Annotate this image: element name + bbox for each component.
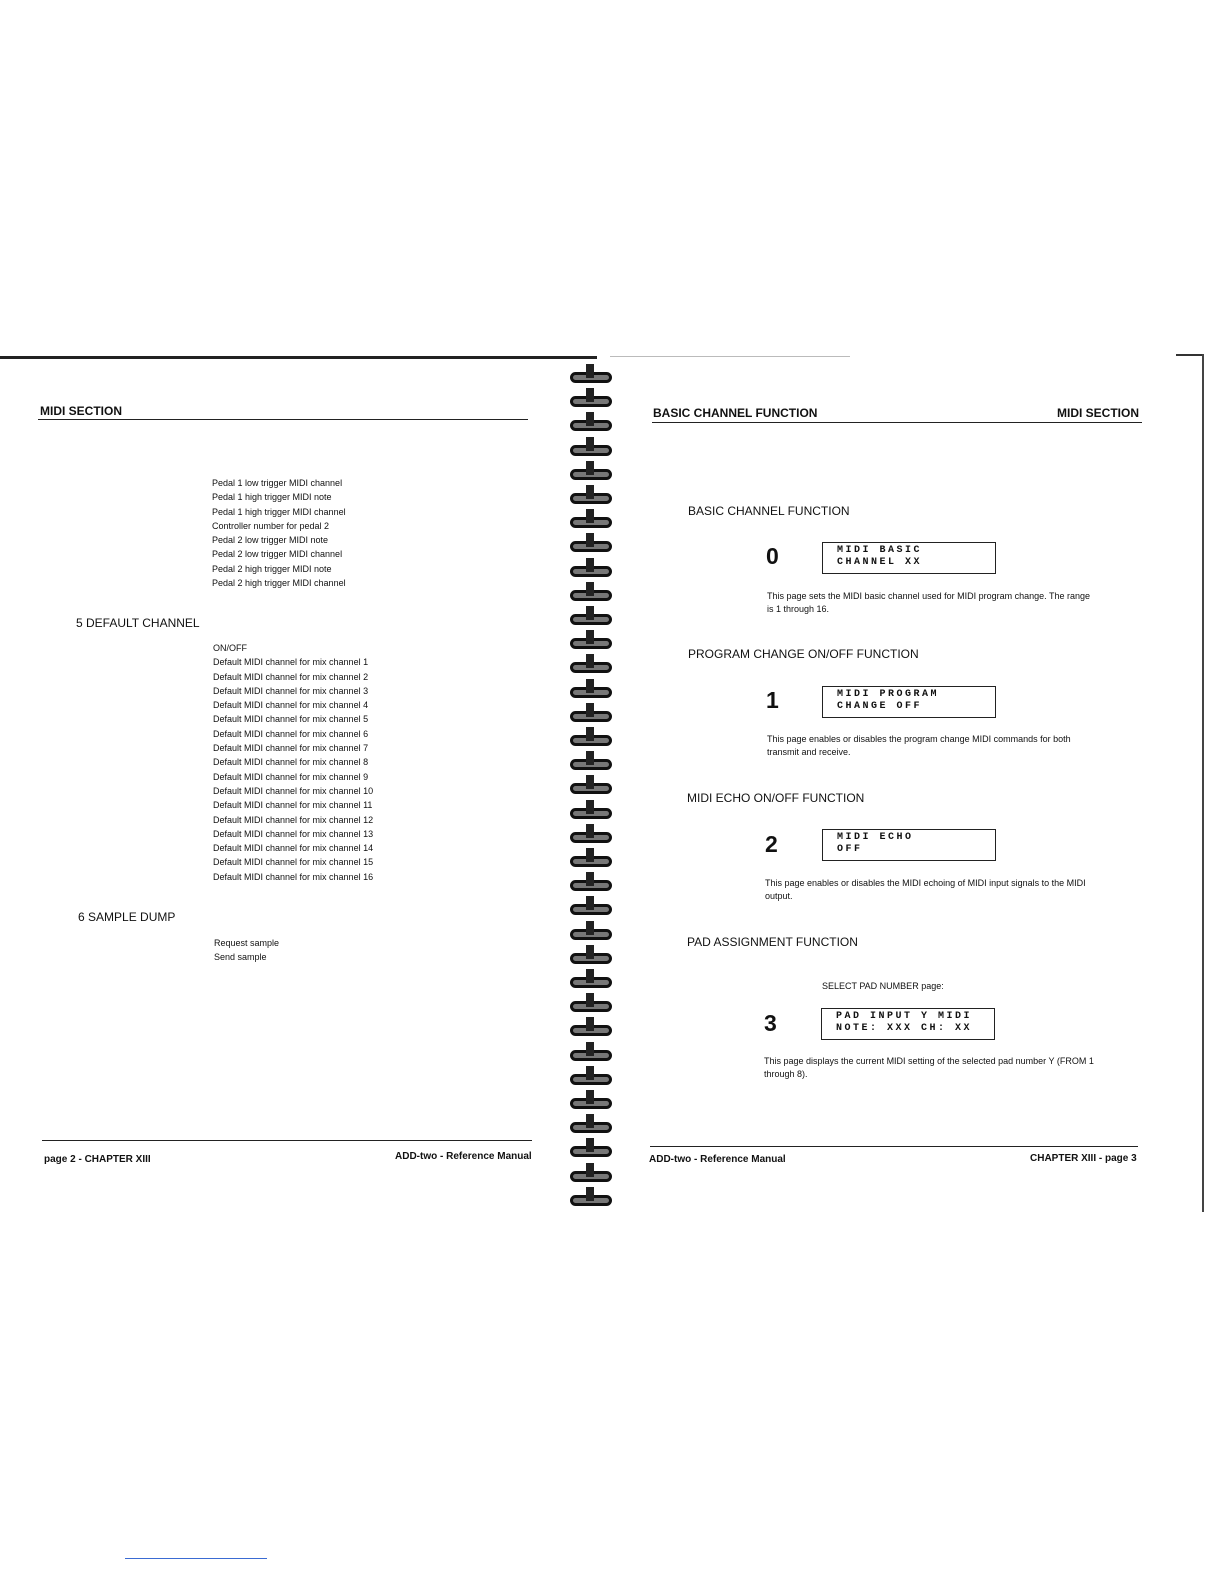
binding-coil: [570, 711, 612, 722]
binding-coil: [570, 759, 612, 770]
list-item: Default MIDI channel for mix channel 10: [213, 785, 374, 796]
right-page-header-left: BASIC CHANNEL FUNCTION: [653, 406, 818, 420]
coil-bar: [586, 800, 594, 814]
list-item: Request sample: [214, 938, 280, 948]
list-item: Controller number for pedal 2: [212, 520, 330, 531]
list-item: Pedal 1 high trigger MIDI channel: [212, 506, 346, 517]
function-number: 0: [766, 543, 779, 569]
list-item: Default MIDI channel for mix channel 16: [213, 871, 374, 882]
coil-bar: [586, 606, 594, 620]
list-item: Pedal 2 low trigger MIDI channel: [212, 549, 343, 560]
list-item: Default MIDI channel for mix channel 4: [213, 700, 369, 711]
function-number: 2: [765, 831, 778, 857]
coil-bar: [586, 485, 594, 499]
binding-coil: [570, 929, 612, 940]
list-item: Default MIDI channel for mix channel 7: [213, 743, 369, 754]
coil-bar: [586, 558, 594, 572]
lcd-display: [822, 542, 996, 574]
coil-bar: [586, 533, 594, 547]
binding-coil: [570, 420, 612, 431]
lcd-display: [821, 1008, 995, 1040]
sample-dump-heading: 6 SAMPLE DUMP: [78, 910, 176, 924]
list-item: Default MIDI channel for mix channel 8: [213, 757, 369, 768]
binding-coil: [570, 808, 612, 819]
coil-bar: [586, 1090, 594, 1104]
function-description: This page enables or disables the program change MIDI commands for both transmit and receive.: [767, 734, 1071, 757]
list-item: Default MIDI channel for mix channel 12: [213, 814, 374, 825]
left-page: [0, 356, 560, 1212]
binding-coil: [570, 687, 612, 698]
coil-bar: [586, 921, 594, 935]
list-item: Default MIDI channel for mix channel 9: [213, 771, 369, 782]
binding-coil: [570, 1195, 612, 1206]
lcd-display: [822, 829, 996, 861]
list-item: Default MIDI channel for mix channel 6: [213, 728, 369, 739]
coil-bar: [586, 945, 594, 959]
coil-bar: [586, 993, 594, 1007]
binding-coil: [570, 590, 612, 601]
list-item: Pedal 1 high trigger MIDI note: [212, 492, 332, 503]
list-item: Pedal 2 low trigger MIDI note: [212, 535, 329, 546]
binding-coil: [570, 977, 612, 988]
binding-coil: [570, 1122, 612, 1133]
binding-coil: [570, 783, 612, 794]
coil-bar: [586, 727, 594, 741]
list-item: Default MIDI channel for mix channel 1: [213, 657, 369, 668]
lcd-line-2: NOTE: XXX CH: XX: [836, 1023, 973, 1034]
list-item: Default MIDI channel for mix channel 2: [213, 671, 369, 682]
binding-coil: [570, 856, 612, 867]
binding-coil: [570, 1050, 612, 1061]
binding-coil: [570, 953, 612, 964]
left-footer-rule: [42, 1140, 532, 1141]
binding-coil: [570, 1171, 612, 1182]
coil-bar: [586, 582, 594, 596]
list-item: Send sample: [214, 952, 267, 963]
binding-coil: [570, 372, 612, 383]
default-channel-heading: 5 DEFAULT CHANNEL: [76, 616, 200, 630]
list-item: Default MIDI channel for mix channel 14: [213, 843, 374, 854]
coil-bar: [586, 969, 594, 983]
coil-bar: [586, 751, 594, 765]
sample-dump-list: [214, 936, 279, 965]
binding-coil: [570, 445, 612, 456]
coil-bar: [586, 1163, 594, 1177]
coil-bar: [586, 461, 594, 475]
right-page: [614, 356, 1202, 1212]
lcd-line-1: MIDI BASIC: [837, 545, 923, 556]
pedal-list: [212, 476, 346, 590]
coil-bar: [586, 848, 594, 862]
coil-bar: [586, 872, 594, 886]
list-item: Default MIDI channel for mix channel 13: [213, 828, 374, 839]
spiral-binding: [566, 356, 618, 1212]
coil-bar: [586, 775, 594, 789]
coil-bar: [586, 896, 594, 910]
binding-coil: [570, 1001, 612, 1012]
function-number: 1: [766, 687, 779, 713]
coil-bar: [586, 1114, 594, 1128]
binding-coil: [570, 1074, 612, 1085]
list-item: Pedal 2 high trigger MIDI note: [212, 563, 332, 574]
binding-coil: [570, 614, 612, 625]
right-footer-rule: [650, 1146, 1138, 1147]
function-title: BASIC CHANNEL FUNCTION: [688, 504, 850, 518]
list-item: Pedal 1 low trigger MIDI channel: [212, 478, 343, 488]
default-channel-list: [213, 641, 373, 884]
list-item: Default MIDI channel for mix channel 3: [213, 685, 369, 696]
lcd-line-1: PAD INPUT Y MIDI: [836, 1011, 973, 1022]
function-description: This page sets the MIDI basic channel used for MIDI program change. The range is 1 through 16.: [767, 591, 1091, 614]
list-item: Default MIDI channel for mix channel 15: [213, 857, 374, 868]
lcd-line-2: CHANNEL XX: [837, 557, 923, 568]
coil-bar: [586, 1017, 594, 1031]
list-item: Default MIDI channel for mix channel 11: [213, 800, 373, 811]
select-pad-note: SELECT PAD NUMBER page:: [822, 981, 944, 991]
binding-coil: [570, 493, 612, 504]
right-footer-title: ADD-two - Reference Manual: [649, 1154, 786, 1165]
right-header-rule: [652, 422, 1142, 423]
coil-bar: [586, 1042, 594, 1056]
binding-coil: [570, 662, 612, 673]
function-title: PROGRAM CHANGE ON/OFF FUNCTION: [688, 647, 919, 661]
lcd-line-2: OFF: [837, 844, 863, 855]
list-item: Default MIDI channel for mix channel 5: [213, 714, 369, 725]
coil-bar: [586, 1138, 594, 1152]
right-edge-rule: [1202, 354, 1204, 1212]
binding-coil: [570, 469, 612, 480]
left-footer-page: page 2 - CHAPTER XIII: [44, 1154, 151, 1165]
binding-coil: [570, 880, 612, 891]
binding-coil: [570, 566, 612, 577]
binding-coil: [570, 396, 612, 407]
right-footer-page: CHAPTER XIII - page 3: [1030, 1153, 1137, 1164]
function-number: 3: [764, 1010, 777, 1036]
lcd-line-1: MIDI PROGRAM: [837, 689, 940, 700]
binding-coil: [570, 1146, 612, 1157]
right-page-header-right: MIDI SECTION: [1057, 406, 1140, 420]
lcd-display: [822, 686, 996, 718]
binding-coil: [570, 638, 612, 649]
coil-bar: [586, 1066, 594, 1080]
coil-bar: [586, 630, 594, 644]
function-description: This page displays the current MIDI setting of the selected pad number Y (FROM 1 through 8).: [764, 1056, 1094, 1079]
coil-bar: [586, 437, 594, 451]
lcd-line-1: MIDI ECHO: [837, 832, 914, 843]
coil-bar: [586, 824, 594, 838]
lcd-line-2: CHANGE OFF: [837, 701, 923, 712]
bottom-link-underline: [125, 1558, 267, 1559]
function-title: PAD ASSIGNMENT FUNCTION: [687, 935, 858, 949]
binding-coil: [570, 904, 612, 915]
function-description: This page enables or disables the MIDI echoing of MIDI input signals to the MIDI output.: [765, 878, 1086, 901]
list-item: Pedal 2 high trigger MIDI channel: [212, 578, 346, 589]
coil-bar: [586, 412, 594, 426]
left-footer-title: ADD-two - Reference Manual: [395, 1151, 532, 1162]
function-title: MIDI ECHO ON/OFF FUNCTION: [687, 791, 865, 805]
binding-coil: [570, 517, 612, 528]
left-page-header: MIDI SECTION: [40, 404, 123, 418]
coil-bar: [586, 364, 594, 378]
binding-coil: [570, 735, 612, 746]
binding-coil: [570, 1098, 612, 1109]
coil-bar: [586, 509, 594, 523]
list-item: ON/OFF: [213, 643, 247, 653]
coil-bar: [586, 654, 594, 668]
left-header-rule: [38, 419, 528, 420]
coil-bar: [586, 679, 594, 693]
coil-bar: [586, 388, 594, 402]
binding-coil: [570, 1025, 612, 1036]
binding-coil: [570, 541, 612, 552]
coil-bar: [586, 703, 594, 717]
binding-coil: [570, 832, 612, 843]
coil-bar: [586, 1187, 594, 1201]
